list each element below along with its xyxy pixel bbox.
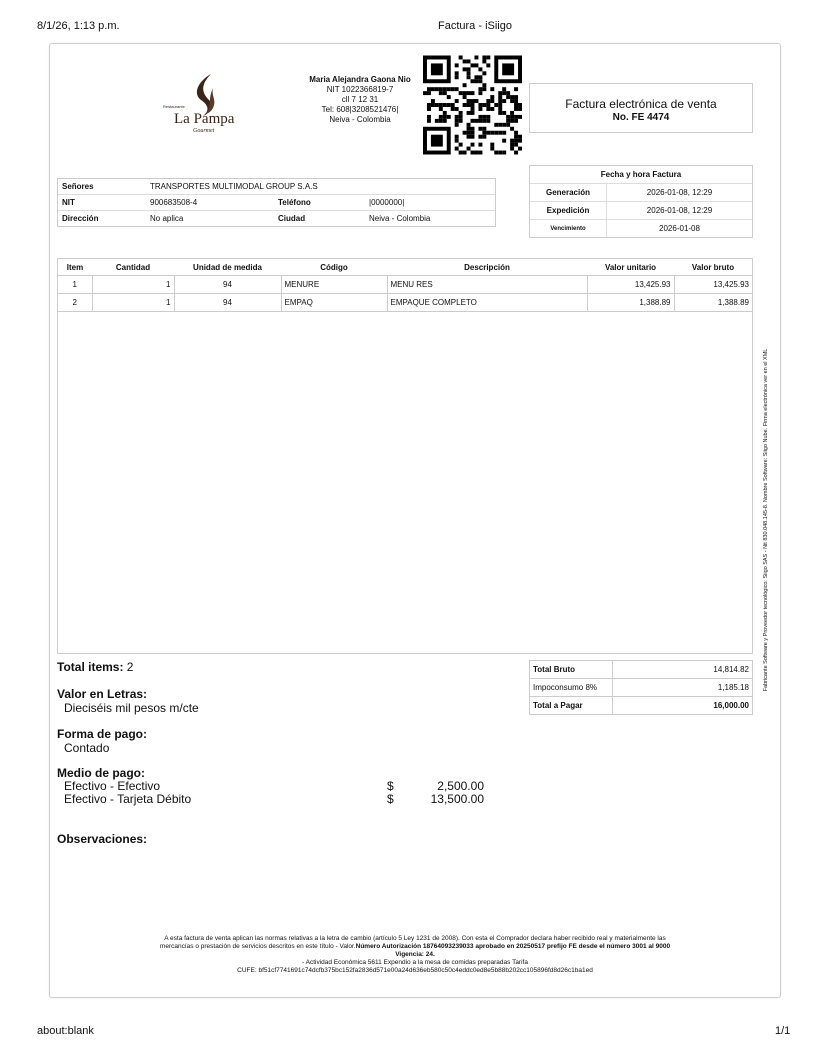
item-gross-value: 1,388.89 <box>674 294 752 312</box>
item-unit: 94 <box>174 276 281 294</box>
print-datetime: 8/1/26, 1:13 p.m. <box>37 20 120 32</box>
item-unit-value: 13,425.93 <box>587 276 674 294</box>
item-code: MENURE <box>281 276 387 294</box>
invoice-title-box <box>529 83 753 133</box>
tax-value: 1,185.18 <box>613 679 753 697</box>
table-row <box>58 294 752 312</box>
total-items <box>57 660 133 674</box>
item-quantity: 1 <box>92 294 174 312</box>
software-provider-note <box>760 300 772 740</box>
generation-label: Generación <box>530 184 607 202</box>
payment-form <box>57 727 147 755</box>
issuer-name: Maria Alejandra Gaona Nio <box>309 75 411 84</box>
col-code: Código <box>320 262 348 272</box>
restaurant-logo <box>163 70 253 140</box>
economic-activity: - Actividad Económica 5611 Expendio a la mesa de comidas preparadas Tarifa <box>302 959 528 966</box>
client-label-address: Dirección <box>62 214 99 223</box>
invoice-dates <box>529 165 753 238</box>
payment-amount: 2,500.00 <box>437 779 484 793</box>
item-description: EMPAQUE COMPLETO <box>387 294 587 312</box>
software-provider-text: Fabricante Software y Proveedor tecnológico: Siigo SAS - Nit 830.048.145-8. Nombre Software: Siigo Nube. Firma electrónica ver en el XML <box>763 348 769 692</box>
item-unit-value: 1,388.89 <box>587 294 674 312</box>
issuer-nit: NIT 1022366819-7 <box>326 85 394 94</box>
print-url: about:blank <box>37 1025 94 1037</box>
total-items-value: 2 <box>126 660 134 674</box>
logo-sub: Gourmet <box>193 128 215 134</box>
tax-label: Impoconsumo 8% <box>530 679 613 697</box>
client-label-nit: NIT <box>58 195 146 211</box>
amount-in-words-label: Valor en Letras: <box>57 687 148 701</box>
generation-date: 2026-01-08, 12:29 <box>607 184 753 202</box>
legal-line: mercancías o prestación de servicios descritos en este título - Valor. <box>159 943 356 950</box>
logo-small-text: Restaurante <box>163 104 185 109</box>
amount-in-words-value: Dieciséis mil pesos m/cte <box>64 701 199 715</box>
print-page-title: Factura - iSiigo <box>438 20 512 32</box>
currency-symbol: $ <box>387 779 394 793</box>
payment-desc: Efectivo - Tarjeta Débito <box>64 792 192 806</box>
items-header-row <box>58 259 752 276</box>
gross-total-label: Total Bruto <box>530 661 613 679</box>
amount-in-words <box>57 687 199 715</box>
payment-desc: Efectivo - Efectivo <box>64 779 161 793</box>
total-to-pay-label: Total a Pagar <box>530 697 613 715</box>
invoice-type: Factura electrónica de venta <box>565 97 717 111</box>
currency-symbol: $ <box>387 792 394 806</box>
payment-form-label: Forma de pago: <box>57 727 148 741</box>
total-to-pay-value: 16,000.00 <box>613 697 753 715</box>
issue-label: Expedición <box>530 202 607 220</box>
list-item <box>64 793 484 806</box>
print-page-count: 1/1 <box>775 1025 791 1037</box>
payment-method-label <box>57 766 145 780</box>
client-label-city: Ciudad <box>278 214 306 223</box>
client-info <box>57 178 496 227</box>
col-item: Item <box>66 262 84 272</box>
total-items-label: Total items: <box>57 660 124 674</box>
items-table <box>57 258 753 654</box>
payment-amount: 13,500.00 <box>430 792 484 806</box>
qr-code-icon <box>423 55 522 155</box>
legal-footer <box>70 935 760 975</box>
col-quantity: Cantidad <box>115 262 151 272</box>
gross-total-value: 14,814.82 <box>713 665 749 674</box>
issuer-address: cll 7 12 31 <box>341 95 379 104</box>
client-city: Neiva - Colombia <box>369 214 431 223</box>
payment-method-title: Medio de pago: <box>57 766 145 780</box>
client-nit: 900683508-4 <box>146 195 274 211</box>
authorization-text: Número Autorización 18764093239033 aprobado en 20250517 prefijo FE desde el número 3001 al 9000 <box>355 943 671 950</box>
payment-form-value: Contado <box>64 741 110 755</box>
col-unit: Unidad de medida <box>193 262 262 272</box>
payment-method-list <box>64 780 484 806</box>
invoice-number: No. FE 4474 <box>612 112 670 123</box>
issue-date: 2026-01-08, 12:29 <box>607 202 753 220</box>
dates-title: Fecha y hora Factura <box>600 170 682 179</box>
client-phone: |0000000| <box>365 195 495 211</box>
legal-line: A esta factura de venta aplican las normas relativas a la letra de cambio (artículo 5 Ley 1231 de 2008). Con esta el Comprador declara haber recibido real y materialmente las <box>164 935 666 942</box>
observations-label: Observaciones: <box>57 832 148 846</box>
observations <box>57 832 147 846</box>
col-description: Descripción <box>464 262 510 272</box>
issuer-phone: Tel: 608|3208521476| <box>321 105 399 114</box>
item-gross-value: 13,425.93 <box>674 276 752 294</box>
table-row <box>58 276 752 294</box>
item-number: 2 <box>58 294 92 312</box>
col-unit-value: Valor unitario <box>604 262 657 272</box>
col-gross-value: Valor bruto <box>691 262 735 272</box>
client-address: No aplica <box>150 214 184 223</box>
due-date: 2026-01-08 <box>607 220 753 238</box>
client-name: TRANSPORTES MULTIMODAL GROUP S.A.S <box>146 179 495 195</box>
validity-text: Vigencia: 24. <box>395 951 435 958</box>
client-label-phone: Teléfono <box>274 195 365 211</box>
issuer-info <box>290 75 430 125</box>
item-number: 1 <box>58 276 92 294</box>
client-label-senores: Señores <box>58 179 146 195</box>
item-code: EMPAQ <box>281 294 387 312</box>
item-quantity: 1 <box>92 276 174 294</box>
item-unit: 94 <box>174 294 281 312</box>
totals-box <box>529 660 753 715</box>
cufe-code: CUFE: bf51cf7741691c74dcfb375bc152fa2836d571e00a24d636eb580c50c4eddc0ed8e5b88b202cc105896fd8d26c1ba1ed <box>237 967 593 974</box>
issuer-city: Neiva - Colombia <box>329 115 391 124</box>
item-description: MENU RES <box>387 276 587 294</box>
due-label: Vencimiento <box>530 220 607 238</box>
logo-brand: La Pampa <box>174 111 235 127</box>
